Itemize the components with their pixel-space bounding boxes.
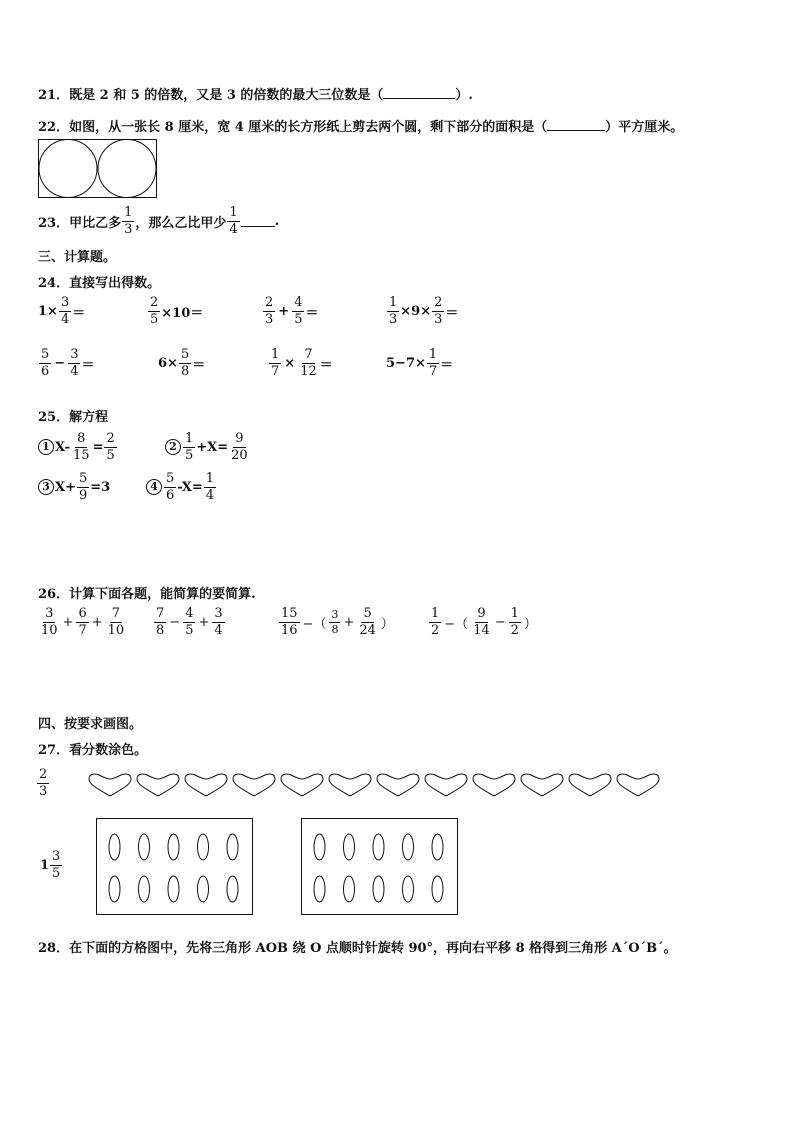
question-24: 24．直接写出得数。 bbox=[38, 276, 161, 291]
denominator: 10 bbox=[107, 622, 125, 638]
calc-26-1: $\frac{3}{10}$ + $\frac{6}{7}$ + $\frac{7}{10}$ bbox=[41, 606, 125, 638]
oval-shape[interactable] bbox=[139, 876, 150, 902]
oval-shape[interactable] bbox=[344, 834, 355, 860]
numerator: 7 bbox=[156, 606, 165, 621]
fraction bbox=[50, 850, 62, 880]
numerator: 2 bbox=[39, 767, 48, 782]
oval-shape[interactable] bbox=[344, 876, 355, 902]
oval-shape[interactable] bbox=[373, 876, 384, 902]
fraction bbox=[229, 432, 250, 462]
answer-blank[interactable] bbox=[547, 130, 605, 131]
heart-shape[interactable] bbox=[185, 774, 227, 796]
denominator: 2 bbox=[510, 622, 519, 638]
denominator: 4 bbox=[70, 363, 79, 379]
oval-shape[interactable] bbox=[373, 834, 384, 860]
question-26: 26．计算下面各题，能简算的要简算. bbox=[38, 587, 256, 602]
numerator: 5 bbox=[166, 471, 175, 486]
fraction bbox=[432, 296, 444, 326]
calc-24-1: 1× $\frac{3}{4}$ ＝ bbox=[38, 295, 86, 327]
denominator: 7 bbox=[428, 363, 438, 379]
heart-shape[interactable] bbox=[617, 774, 659, 796]
fraction bbox=[183, 607, 195, 637]
numerator: 4 bbox=[185, 606, 194, 621]
denominator: 24 bbox=[359, 622, 376, 638]
numerator: 1 bbox=[431, 606, 440, 621]
fraction bbox=[298, 348, 319, 378]
numerator: 2 bbox=[265, 295, 274, 310]
numerator: 1 bbox=[229, 205, 238, 220]
fraction bbox=[269, 348, 281, 378]
fraction bbox=[59, 296, 71, 326]
equation-1: 1 X- $\frac{8}{15}$ = $\frac{2}{5}$ bbox=[38, 432, 118, 462]
oval-shape[interactable] bbox=[432, 876, 443, 902]
denominator: 3 bbox=[434, 311, 443, 327]
numerator: 5 bbox=[180, 347, 190, 362]
numerator: 6 bbox=[78, 606, 87, 621]
fraction bbox=[279, 607, 300, 637]
numerator: 1 bbox=[185, 431, 194, 446]
question-27: 27．看分数涂色。 bbox=[38, 743, 148, 758]
denominator: 8 bbox=[331, 622, 339, 636]
numerator: 4 bbox=[294, 295, 303, 310]
denominator: 16 bbox=[281, 622, 298, 638]
fraction bbox=[77, 472, 89, 502]
fraction bbox=[263, 296, 275, 326]
fraction bbox=[357, 607, 378, 637]
fraction bbox=[429, 607, 441, 637]
numerator: 3 bbox=[214, 606, 223, 621]
oval-shape[interactable] bbox=[314, 876, 325, 902]
heart-shape[interactable] bbox=[521, 774, 563, 796]
numerator: 3 bbox=[331, 608, 339, 622]
denominator: 4 bbox=[214, 622, 223, 638]
numerator: 3 bbox=[52, 849, 61, 864]
fraction bbox=[148, 296, 160, 326]
question-23: 23． 甲比乙多 $\frac{1}{3}$ ，那么乙比甲少 $\frac{1}{4}$ . bbox=[38, 205, 280, 237]
hearts-row bbox=[88, 772, 662, 800]
fraction bbox=[212, 607, 224, 637]
numerator: 1 bbox=[510, 606, 519, 621]
denominator: 4 bbox=[60, 311, 70, 327]
fraction bbox=[37, 768, 49, 798]
denominator: 3 bbox=[124, 221, 133, 237]
oval-shape[interactable] bbox=[227, 834, 238, 860]
fraction bbox=[76, 607, 88, 637]
numerator: 3 bbox=[70, 347, 79, 362]
fraction bbox=[292, 296, 304, 326]
oval-shape[interactable] bbox=[432, 834, 443, 860]
oval-shape[interactable] bbox=[139, 834, 150, 860]
fraction bbox=[104, 432, 116, 462]
numerator: 5 bbox=[41, 347, 50, 362]
numerator: 9 bbox=[477, 606, 486, 621]
rectangle-two-circles-figure bbox=[38, 139, 158, 199]
fraction bbox=[227, 206, 239, 236]
oval-shape[interactable] bbox=[314, 834, 325, 860]
numerator: 3 bbox=[60, 295, 70, 310]
fraction-label-hearts bbox=[36, 768, 50, 798]
numerator: 2 bbox=[106, 431, 115, 446]
calc-24-7: $\frac{1}{7}$ × $\frac{7}{12}$ ＝ bbox=[271, 347, 333, 379]
heart-shape[interactable] bbox=[329, 774, 371, 796]
fraction bbox=[39, 607, 60, 637]
denominator: 6 bbox=[41, 363, 50, 379]
fraction bbox=[427, 348, 439, 378]
heart-shape[interactable] bbox=[377, 774, 419, 796]
numerator: 1 bbox=[389, 295, 398, 310]
numerator: 1 bbox=[271, 347, 280, 362]
calc-24-2: $\frac{2}{5}$ ×10＝ bbox=[150, 295, 204, 327]
numerator: 5 bbox=[78, 471, 88, 486]
numerator: 9 bbox=[235, 431, 244, 446]
fraction bbox=[329, 609, 340, 635]
fraction bbox=[68, 348, 80, 378]
answer-blank[interactable] bbox=[383, 98, 455, 99]
denominator: 4 bbox=[205, 487, 214, 503]
denominator: 5 bbox=[294, 311, 303, 327]
numerator: 7 bbox=[304, 347, 313, 362]
section-4-heading: 四、按要求画图。 bbox=[38, 717, 143, 732]
fraction bbox=[387, 296, 399, 326]
question-28: 28．在下面的方格图中，先将三角形 AOB 绕 O 点顺时针旋转 90°，再向右平移 8 格得到三角形 A´O´B´。 bbox=[38, 941, 677, 956]
oval-shape[interactable] bbox=[109, 834, 120, 860]
calc-24-3: $\frac{2}{3}$ + $\frac{4}{5}$ ＝ bbox=[265, 295, 319, 327]
denominator: 14 bbox=[473, 622, 490, 638]
calc-24-8: 5−7× $\frac{1}{7}$ ＝ bbox=[386, 347, 454, 379]
calc-24-4: $\frac{1}{3}$ ×9× $\frac{2}{3}$ ＝ bbox=[389, 295, 459, 327]
fraction bbox=[39, 348, 51, 378]
heart-shape[interactable] bbox=[425, 774, 467, 796]
numerator: 3 bbox=[45, 606, 54, 621]
heart-shape[interactable] bbox=[569, 774, 611, 796]
denominator: 6 bbox=[166, 487, 175, 503]
denominator: 10 bbox=[41, 622, 58, 638]
numerator: 7 bbox=[111, 606, 121, 621]
oval-shape[interactable] bbox=[403, 834, 414, 860]
fraction bbox=[183, 432, 195, 462]
section-3-heading: 三、计算题。 bbox=[38, 250, 117, 265]
fraction bbox=[471, 607, 492, 637]
denominator: 5 bbox=[106, 447, 115, 463]
calc-24-6: 6× $\frac{5}{8}$ ＝ bbox=[158, 347, 206, 379]
denominator: 5 bbox=[185, 622, 194, 638]
fraction bbox=[164, 472, 176, 502]
heart-shape[interactable] bbox=[281, 774, 323, 796]
denominator: 3 bbox=[389, 311, 398, 327]
numerator: 5 bbox=[363, 606, 372, 621]
fraction bbox=[122, 206, 134, 236]
denominator: 7 bbox=[78, 622, 87, 638]
equation-4: 4 $\frac{5}{6}$ -X= $\frac{1}{4}$ bbox=[146, 472, 217, 502]
calc-26-4: $\frac{1}{2}$ −（ $\frac{9}{14}$ − $\frac{1}{2}$ ） bbox=[431, 606, 537, 638]
heart-shape[interactable] bbox=[89, 774, 131, 796]
fraction bbox=[204, 472, 216, 502]
fraction bbox=[154, 607, 166, 637]
denominator: 2 bbox=[431, 622, 440, 638]
denominator: 8 bbox=[180, 363, 190, 379]
fraction bbox=[71, 432, 92, 462]
oval-shape[interactable] bbox=[198, 876, 209, 902]
denominator: 20 bbox=[231, 447, 248, 463]
numerator: 1 bbox=[205, 471, 214, 486]
denominator: 8 bbox=[156, 622, 165, 638]
denominator: 7 bbox=[271, 363, 280, 379]
fraction bbox=[509, 607, 521, 637]
oval-shape[interactable] bbox=[227, 876, 238, 902]
oval-shape[interactable] bbox=[198, 834, 209, 860]
heart-shape[interactable] bbox=[233, 774, 275, 796]
denominator: 5 bbox=[52, 865, 61, 881]
fraction bbox=[179, 348, 191, 378]
denominator: 12 bbox=[300, 363, 317, 379]
numerator: 15 bbox=[281, 606, 298, 621]
denominator: 3 bbox=[39, 783, 48, 799]
denominator: 5 bbox=[185, 447, 194, 463]
denominator: 9 bbox=[78, 487, 88, 503]
oval-boxes bbox=[96, 818, 462, 916]
numerator: 2 bbox=[150, 295, 159, 310]
fraction-label-ovals: 1 $\frac{3}{5}$ bbox=[40, 849, 61, 881]
numerator: 8 bbox=[77, 431, 86, 446]
denominator: 4 bbox=[229, 221, 238, 237]
question-21: 21．既是 2 和 5 的倍数，又是 3 的倍数的最大三位数是（ ）. bbox=[38, 88, 473, 103]
numerator: 1 bbox=[428, 347, 438, 362]
answer-blank[interactable] bbox=[241, 226, 275, 227]
oval-shape[interactable] bbox=[403, 876, 414, 902]
calc-24-5: $\frac{5}{6}$ − $\frac{3}{4}$ ＝ bbox=[41, 347, 95, 379]
oval-shape[interactable] bbox=[168, 834, 179, 860]
denominator: 3 bbox=[265, 311, 274, 327]
numerator: 1 bbox=[124, 205, 133, 220]
denominator: 15 bbox=[73, 447, 90, 463]
heart-shape[interactable] bbox=[137, 774, 179, 796]
fraction bbox=[106, 607, 127, 637]
equation-3: 3 X+ $\frac{5}{9}$ =3 bbox=[38, 472, 110, 502]
question-22: 22．如图，从一张长 8 厘米，宽 4 厘米的长方形纸上剪去两个圆，剩下部分的面积是（ ）平方厘米。 bbox=[38, 120, 684, 135]
oval-shape[interactable] bbox=[168, 876, 179, 902]
heart-shape[interactable] bbox=[473, 774, 515, 796]
numerator: 2 bbox=[434, 295, 443, 310]
denominator: 5 bbox=[150, 311, 159, 327]
calc-26-3: $\frac{15}{16}$ −（ $\frac{3}{8}$ + $\frac{5}{24}$ ） bbox=[281, 606, 394, 638]
oval-shape[interactable] bbox=[109, 876, 120, 902]
equation-2: 2 $\frac{1}{5}$ +X= $\frac{9}{20}$ bbox=[165, 432, 251, 462]
calc-26-2: $\frac{7}{8}$ − $\frac{4}{5}$ + $\frac{3}{4}$ bbox=[156, 606, 223, 638]
question-25: 25．解方程 bbox=[38, 410, 109, 425]
